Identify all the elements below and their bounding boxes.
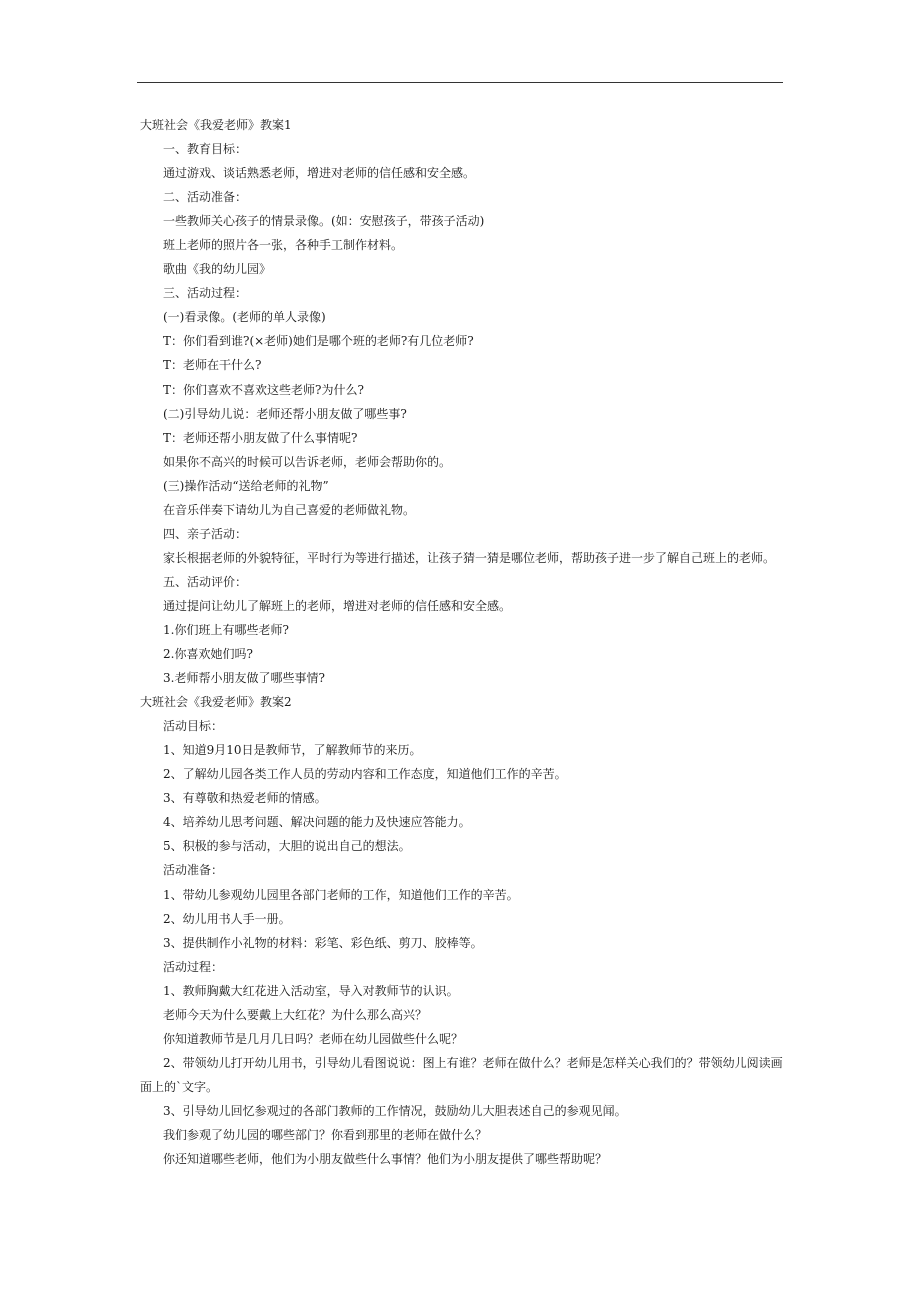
paragraph-line: 歌曲《我的幼儿园》 <box>163 262 272 277</box>
paragraph-line: 在音乐伴奏下请幼儿为自己喜爱的老师做礼物。 <box>163 502 416 517</box>
paragraph-line: 活动目标： <box>163 719 224 734</box>
paragraph-line: 1、教师胸戴大红花进入活动室，导入对教师节的认识。 <box>163 983 459 998</box>
paragraph-line: 5、积极的参与活动，大胆的说出自己的想法。 <box>163 839 411 854</box>
paragraph-line: T：你们喜欢不喜欢这些老师?为什么? <box>163 382 364 397</box>
lesson1-title: 大班社会《我爱老师》教案1 <box>140 118 292 132</box>
paragraph-line: 四、亲子活动： <box>163 526 248 541</box>
paragraph-line: 1、带幼儿参观幼儿园里各部门老师的工作，知道他们工作的辛苦。 <box>163 887 519 902</box>
paragraph-line: 2、带领幼儿打开幼儿用书，引导幼儿看图说说：图上有谁？老师在做什么？老师是怎样关心我们的？带领幼儿阅读画面上的`文字。 <box>140 1055 783 1094</box>
paragraph-line: 班上老师的照片各一张，各种手工制作材料。 <box>163 238 404 253</box>
paragraph-line: 1.你们班上有哪些老师? <box>163 622 289 637</box>
paragraph-line: 活动准备： <box>163 863 224 878</box>
paragraph-line: 一些教师关心孩子的情景录像。(如：安慰孩子，带孩子活动) <box>163 214 485 229</box>
paragraph-line: 你知道教师节是几月几日吗？老师在幼儿园做些什么呢？ <box>163 1031 464 1046</box>
paragraph-line: T：老师在干什么? <box>163 358 262 373</box>
paragraph-line: 五、活动评价： <box>163 574 248 589</box>
lesson2-title: 大班社会《我爱老师》教案2 <box>140 695 292 710</box>
paragraph-line: (一)看录像。(老师的单人录像) <box>163 310 326 325</box>
paragraph-line: 二、活动准备： <box>163 190 248 205</box>
paragraph-line: T：你们看到谁?(×老师)她们是哪个班的老师?有几位老师? <box>163 334 474 349</box>
paragraph-line: 通过提问让幼儿了解班上的老师，增进对老师的信任感和安全感。 <box>163 598 512 613</box>
paragraph-line: 家长根据老师的外貌特征，平时行为等进行描述，让孩子猜一猜是哪位老师，帮助孩子进一步了解自己班上的老师。 <box>163 550 776 565</box>
paragraph-line: 老师今天为什么要戴上大红花？为什么那么高兴？ <box>163 1007 428 1022</box>
paragraph-line: (三)操作活动“送给老师的礼物” <box>163 478 329 493</box>
paragraph-line: 1、知道9月10日是教师节，了解教师节的来历。 <box>163 743 422 758</box>
paragraph-line: 2、幼儿用书人手一册。 <box>163 911 291 926</box>
paragraph-line: 3、引导幼儿回忆参观过的各部门教师的工作情况，鼓励幼儿大胆表述自己的参观见闻。 <box>163 1103 627 1118</box>
paragraph-line: 3、提供制作小礼物的材料：彩笔、彩色纸、剪刀、胶棒等。 <box>163 935 483 950</box>
paragraph-line: 通过游戏、谈话熟悉老师，增进对老师的信任感和安全感。 <box>163 166 476 181</box>
paragraph-line: 三、活动过程： <box>163 286 248 301</box>
paragraph-line: T：老师还帮小朋友做了什么事情呢? <box>163 430 358 445</box>
paragraph-line: 一、教育目标： <box>163 142 248 157</box>
paragraph-line: 活动过程： <box>163 959 224 974</box>
paragraph-line: (二)引导幼儿说：老师还帮小朋友做了哪些事? <box>163 406 407 421</box>
lesson1-body <box>140 137 790 690</box>
paragraph-line: 我们参观了幼儿园的哪些部门？你看到那里的老师在做什么？ <box>163 1127 488 1142</box>
paragraph-line: 3.老师帮小朋友做了哪些事情? <box>163 671 325 686</box>
paragraph-line: 2.你喜欢她们吗? <box>163 647 253 662</box>
lesson2-body-a <box>140 714 790 1051</box>
paragraph-line: 如果你不高兴的时候可以告诉老师，老师会帮助你的。 <box>163 454 452 469</box>
paragraph-line: 2、了解幼儿园各类工作人员的劳动内容和工作态度，知道他们工作的辛苦。 <box>163 767 567 782</box>
paragraph-line: 3、有尊敬和热爱老师的情感。 <box>163 791 327 806</box>
header-rule <box>137 82 783 83</box>
paragraph-line: 4、培养幼儿思考问题、解决问题的能力及快速应答能力。 <box>163 815 471 830</box>
lesson2-body-b <box>140 1099 790 1171</box>
document-body <box>140 113 790 1171</box>
paragraph-line: 你还知道哪些老师，他们为小朋友做些什么事情？他们为小朋友提供了哪些帮助呢？ <box>163 1152 608 1167</box>
